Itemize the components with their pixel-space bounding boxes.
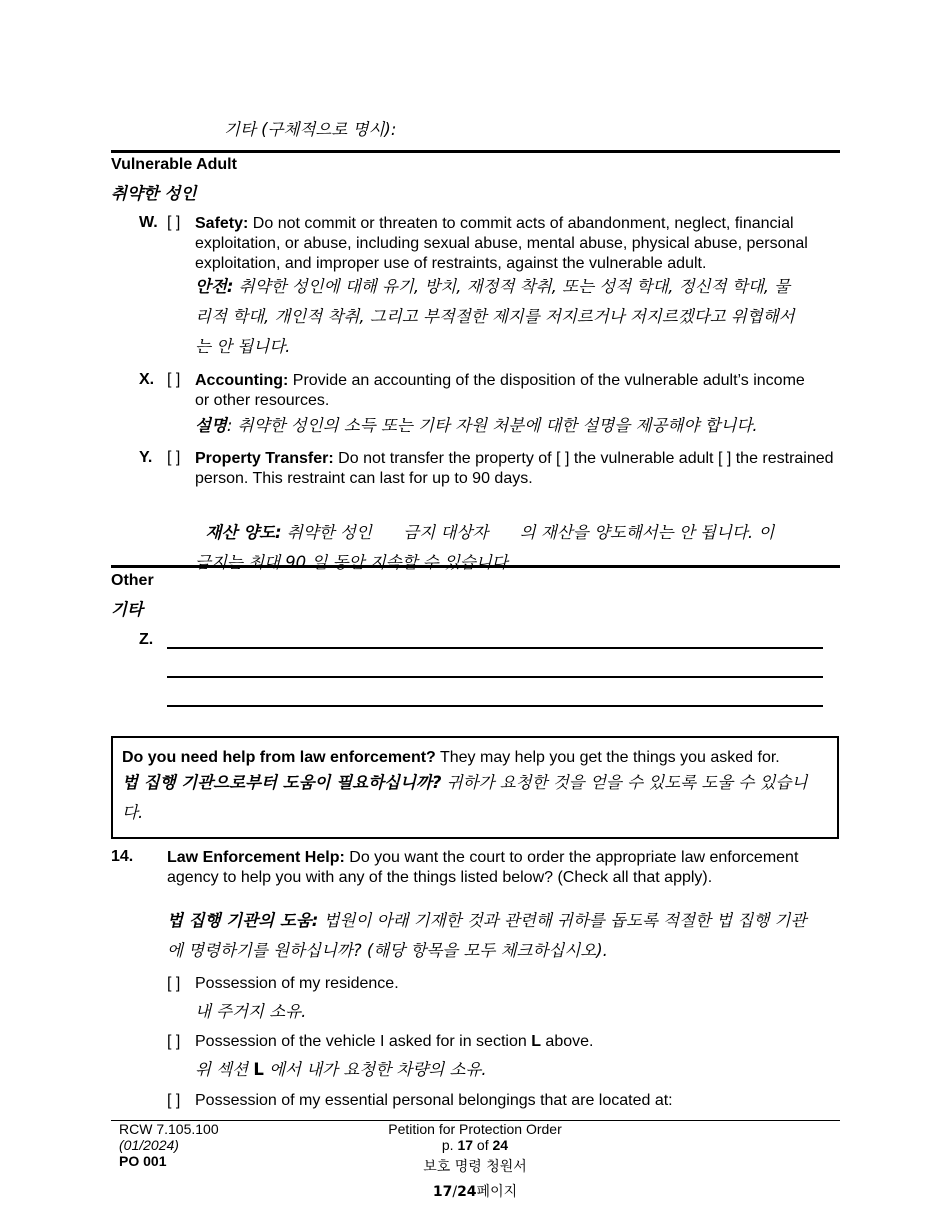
help-box-ko	[122, 768, 812, 828]
other-entry-line-3[interactable]	[167, 705, 823, 707]
footer-page-prefix: p.	[441, 1137, 458, 1153]
accounting-body: Provide an accounting of the disposition of the vulnerable adult’s income or other resources.	[195, 372, 805, 409]
footer-page-of: of	[473, 1137, 493, 1153]
law-enforcement-help-title-ko: 법 집행 기관의 도움:	[167, 911, 319, 930]
law-enforcement-help-text-ko	[167, 906, 817, 966]
option-vehicle-ko-pre: 위 섹션	[195, 1060, 254, 1079]
safety-text	[195, 214, 840, 274]
help-question: Do you need help from law enforcement?	[122, 749, 436, 766]
help-answer-ko: 귀하가 요청한 것을 얻을 수 있도록 도울 수 있습니다.	[122, 773, 808, 822]
property-transfer-body-ko: 취약한 성인 금지 대상자 의 재산을 양도해서는 안 됩니다. 이 금지는 최대 90 일 동안 지속할 수 있습니다.	[195, 523, 780, 572]
footer-date: (01/2024)	[119, 1137, 179, 1153]
option-vehicle-post: above.	[540, 1033, 594, 1050]
accounting-title: Accounting:	[195, 372, 289, 389]
item-letter-w: W.	[139, 214, 158, 231]
safety-body-ko: 취약한 성인에 대해 유기, 방치, 재정적 착취, 또는 성적 학대, 정신적 학대, 물리적 학대, 개인적 착취, 그리고 부적절한 제지를 저지르거나 저지르겠다고 위협해서는 안 됩니다.	[195, 277, 795, 356]
option-vehicle-ko-section: L	[253, 1060, 264, 1079]
checkbox-y[interactable]: [ ]	[167, 449, 181, 466]
checkbox-belongings[interactable]: [ ]	[167, 1092, 181, 1109]
option-vehicle-ko-post: 에서 내가 요청한 차량의 소유.	[263, 1060, 487, 1079]
option-residence: Possession of my residence.	[195, 975, 399, 992]
other-entry-line-1[interactable]	[167, 647, 823, 649]
property-transfer-body: Do not transfer the property of [ ] the vulnerable adult [ ] the restrained person. This restraint can last for up to 90 days.	[195, 450, 834, 487]
checkbox-vehicle[interactable]: [ ]	[167, 1033, 181, 1050]
accounting-text-ko	[195, 412, 835, 436]
help-question-ko: 법 집행 기관으로부터 도움이 필요하십니까?	[122, 773, 442, 792]
section-divider	[111, 565, 840, 568]
option-residence-ko: 내 주거지 소유.	[195, 1002, 307, 1021]
checkbox-x[interactable]: [ ]	[167, 371, 181, 388]
footer-rcw: RCW 7.105.100	[119, 1121, 219, 1137]
footer-page-current: 17	[457, 1137, 474, 1153]
property-transfer-title: Property Transfer:	[195, 450, 334, 467]
other-heading-ko: 기타	[111, 600, 143, 619]
accounting-body-ko: : 취약한 성인의 소득 또는 기타 자원 처분에 대한 설명을 제공해야 합니다.	[226, 416, 758, 435]
property-transfer-title-ko: 재산 양도:	[205, 523, 282, 542]
footer-page	[330, 1137, 620, 1153]
footer-page-ko-current: 17	[432, 1184, 453, 1200]
checkbox-w[interactable]: [ ]	[167, 214, 181, 231]
other-entry-line-2[interactable]	[167, 676, 823, 678]
section-number-14: 14.	[111, 848, 134, 865]
footer-page-ko	[330, 1181, 620, 1201]
checkbox-residence[interactable]: [ ]	[167, 975, 181, 992]
footer-form-number: PO 001	[119, 1153, 167, 1169]
footer-page-total: 24	[492, 1137, 509, 1153]
option-vehicle-ko	[195, 1056, 487, 1080]
law-enforcement-help-text	[167, 848, 807, 888]
other-specify-label: 기타 (구체적으로 명시):	[224, 120, 397, 139]
law-enforcement-help-body-ko: 법원이 아래 기재한 것과 관련해 귀하를 돕도록 적절한 법 집행 기관에 명령하기를 원하십니까? (해당 항목을 모두 체크하십시오).	[167, 911, 807, 960]
safety-text-ko	[195, 272, 805, 362]
footer-title: Petition for Protection Order	[388, 1121, 562, 1137]
item-letter-z: Z.	[139, 631, 154, 648]
footer-page-ko-total: 24	[457, 1184, 477, 1200]
safety-body: Do not commit or threaten to commit acts of abandonment, neglect, financial exploitation, or abuse, including sexual abuse, mental abuse, physical abuse, personal exploitation, and improper use of restraints, against the vulnerable adult.	[195, 215, 808, 272]
law-enforcement-help-title: Law Enforcement Help:	[167, 849, 345, 866]
vulnerable-adult-heading-ko: 취약한 성인	[111, 184, 197, 203]
safety-title-ko: 안전:	[195, 277, 234, 296]
section-divider	[111, 150, 840, 153]
accounting-title-ko: 설명	[195, 416, 227, 435]
footer-page-ko-suffix: 페이지	[476, 1184, 518, 1200]
vulnerable-adult-heading: Vulnerable Adult	[111, 156, 237, 173]
law-enforcement-help-box	[111, 736, 839, 839]
item-letter-x: X.	[139, 371, 155, 388]
option-belongings: Possession of my essential personal belongings that are located at:	[195, 1092, 673, 1109]
help-answer: They may help you get the things you asked for.	[435, 749, 780, 766]
footer-title-ko: 보호 명령 청원서	[423, 1159, 527, 1175]
law-enforcement-help-body: Do you want the court to order the appropriate law enforcement agency to help you with any of the things listed below? (Check all that apply).	[167, 849, 799, 886]
property-transfer-text	[195, 449, 835, 489]
accounting-text	[195, 371, 815, 411]
footer-page-ko-sep: /	[452, 1184, 458, 1200]
option-vehicle-pre: Possession of the vehicle I asked for in section	[195, 1033, 532, 1050]
item-letter-y: Y.	[139, 449, 153, 466]
help-box-en	[122, 749, 834, 767]
option-vehicle	[195, 1033, 593, 1051]
safety-title: Safety:	[195, 215, 249, 232]
other-heading: Other	[111, 572, 154, 589]
option-vehicle-section: L	[531, 1033, 541, 1050]
